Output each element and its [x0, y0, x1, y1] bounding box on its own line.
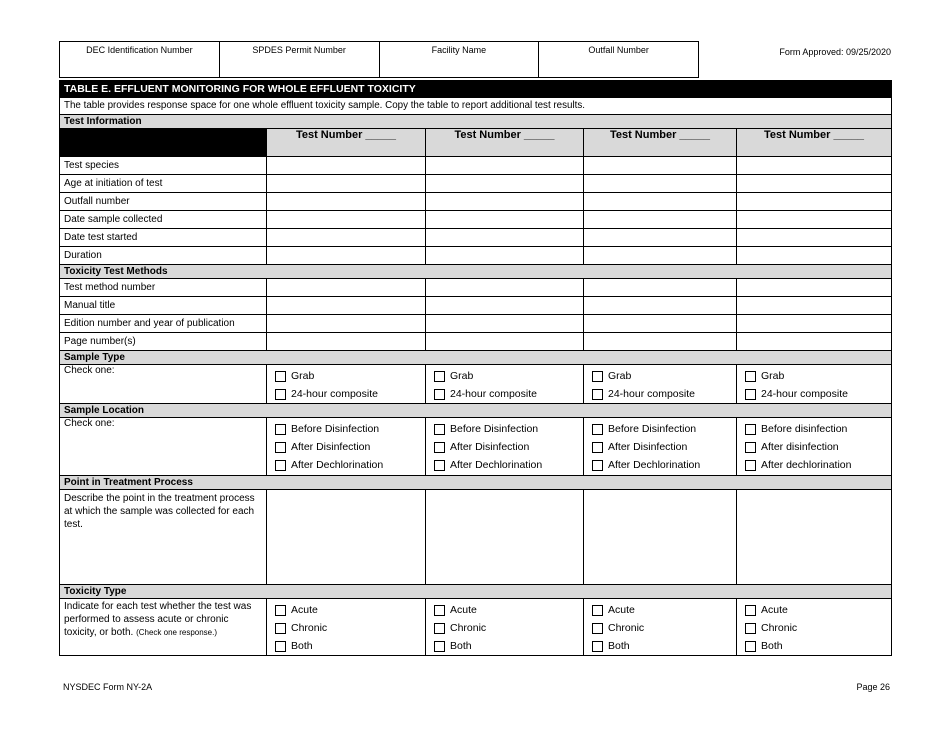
section-toxicity-type: Toxicity Type: [60, 585, 892, 599]
toxicity-type-options-4: [737, 599, 892, 656]
table-row: [60, 193, 892, 211]
input-cell[interactable]: [584, 229, 737, 247]
checkbox-before-disinfection[interactable]: [745, 424, 756, 435]
row-label: Date sample collected: [60, 211, 267, 229]
checkbox-after-dechlorination[interactable]: [434, 460, 445, 471]
option-label: Acute: [291, 604, 318, 616]
option-label: 24-hour composite: [608, 388, 695, 400]
checkbox-acute[interactable]: [592, 605, 603, 616]
facility-name-field[interactable]: [380, 42, 540, 77]
input-cell[interactable]: [737, 229, 892, 247]
table-row: [60, 247, 892, 265]
test-number-2[interactable]: Test Number _____: [426, 129, 584, 157]
table-row: [60, 229, 892, 247]
option-label: Grab: [291, 370, 315, 382]
row-label: Check one:: [60, 365, 267, 404]
option-label: Chronic: [450, 622, 487, 634]
input-cell[interactable]: [584, 315, 737, 333]
input-cell[interactable]: [737, 315, 892, 333]
input-cell[interactable]: [267, 315, 426, 333]
checkbox-grab[interactable]: [592, 371, 603, 382]
input-cell[interactable]: [426, 247, 584, 265]
input-cell[interactable]: [737, 175, 892, 193]
checkbox-both[interactable]: [275, 641, 286, 652]
row-label: Edition number and year of publication: [60, 315, 267, 333]
input-cell[interactable]: [267, 175, 426, 193]
option-label: Chronic: [291, 622, 328, 634]
section-sample-type: Sample Type: [60, 351, 892, 365]
spdes-permit-field[interactable]: [220, 42, 380, 77]
input-cell[interactable]: [737, 211, 892, 229]
checkbox-after-dechlorination[interactable]: [592, 460, 603, 471]
checkbox-24-hour-composite[interactable]: [275, 389, 286, 400]
option-label: Acute: [450, 604, 477, 616]
row-label: Test method number: [60, 279, 267, 297]
toxicity-type-options-1: [267, 599, 426, 656]
checkbox-after-dechlorination[interactable]: [745, 460, 756, 471]
option-label: Grab: [450, 370, 474, 382]
input-cell[interactable]: [584, 211, 737, 229]
sample-location-options-4: [737, 418, 892, 476]
option-label: After Disinfection: [450, 441, 530, 453]
row-label: Test species: [60, 157, 267, 175]
test-number-4[interactable]: Test Number _____: [737, 129, 892, 157]
checkbox-after-disinfection[interactable]: [592, 442, 603, 453]
row-label: Age at initiation of test: [60, 175, 267, 193]
input-cell[interactable]: [426, 279, 584, 297]
input-cell[interactable]: [737, 333, 892, 351]
input-cell[interactable]: [426, 157, 584, 175]
table-title-row: [60, 81, 892, 98]
checkbox-chronic[interactable]: [275, 623, 286, 634]
option-label: After dechlorination: [761, 459, 852, 471]
table-description: The table provides response space for one whole effluent toxicity sample. Copy the table to report additional test results.: [60, 98, 892, 115]
checkbox-both[interactable]: [434, 641, 445, 652]
checkbox-after-disinfection[interactable]: [745, 442, 756, 453]
input-cell[interactable]: [426, 193, 584, 211]
row-label: Page number(s): [60, 333, 267, 351]
input-cell[interactable]: [267, 297, 426, 315]
table-row: [60, 297, 892, 315]
test-number-row: [60, 129, 892, 157]
row-label: Manual title: [60, 297, 267, 315]
sample-location-options-3: [584, 418, 737, 476]
input-cell[interactable]: [584, 297, 737, 315]
row-label: [60, 599, 267, 656]
option-label: Grab: [761, 370, 785, 382]
row-label: Duration: [60, 247, 267, 265]
section-test-information: Test Information: [60, 115, 892, 129]
checkbox-acute[interactable]: [745, 605, 756, 616]
sample-location-row: [60, 418, 892, 476]
option-label: 24-hour composite: [450, 388, 537, 400]
table-description-row: [60, 98, 892, 115]
test-number-3[interactable]: Test Number _____: [584, 129, 737, 157]
sample-type-options-2: [426, 365, 584, 404]
option-label: Both: [608, 640, 630, 652]
input-cell[interactable]: [267, 247, 426, 265]
page-number: Page 26: [856, 682, 890, 692]
row-label: Check one:: [60, 418, 267, 476]
option-label: 24-hour composite: [291, 388, 378, 400]
row-label: Describe the point in the treatment process at which the sample was collected for each test.: [60, 490, 267, 585]
dec-id-field[interactable]: [60, 42, 220, 77]
option-label: Both: [450, 640, 472, 652]
checkbox-24-hour-composite[interactable]: [592, 389, 603, 400]
form-name: NYSDEC Form NY-2A: [63, 682, 153, 692]
spdes-permit-label: SPDES Permit Number: [252, 45, 346, 55]
checkbox-grab[interactable]: [275, 371, 286, 382]
sample-type-options-3: [584, 365, 737, 404]
toxicity-description: Indicate for each test whether the test was performed to assess acute or chronic toxicity, or both.: [64, 601, 252, 638]
input-cell[interactable]: [267, 490, 426, 585]
checkbox-both[interactable]: [745, 641, 756, 652]
option-label: After Disinfection: [291, 441, 371, 453]
checkbox-before-disinfection[interactable]: [592, 424, 603, 435]
test-number-1[interactable]: Test Number _____: [267, 129, 426, 157]
option-label: Chronic: [608, 622, 645, 634]
input-cell[interactable]: [267, 333, 426, 351]
option-label: After Dechlorination: [291, 459, 384, 471]
checkbox-acute[interactable]: [275, 605, 286, 616]
checkbox-after-disinfection[interactable]: [275, 442, 286, 453]
option-label: After disinfection: [761, 441, 839, 453]
table-row: [60, 175, 892, 193]
table-row: [60, 315, 892, 333]
section-toxicity-test-methods: Toxicity Test Methods: [60, 265, 892, 279]
option-label: Before Disinfection: [608, 423, 697, 435]
input-cell[interactable]: [267, 193, 426, 211]
section-sample-location: Sample Location: [60, 404, 892, 418]
sample-type-options-4: [737, 365, 892, 404]
option-label: Before Disinfection: [450, 423, 539, 435]
input-cell[interactable]: [737, 247, 892, 265]
form-approved-date: Form Approved: 09/25/2020: [779, 47, 891, 57]
input-cell[interactable]: [426, 211, 584, 229]
checkbox-24-hour-composite[interactable]: [434, 389, 445, 400]
input-cell[interactable]: [737, 157, 892, 175]
checkbox-after-disinfection[interactable]: [434, 442, 445, 453]
section-point-in-treatment: Point in Treatment Process: [60, 476, 892, 490]
input-cell[interactable]: [737, 279, 892, 297]
input-cell[interactable]: [737, 297, 892, 315]
checkbox-chronic[interactable]: [592, 623, 603, 634]
checkbox-grab[interactable]: [434, 371, 445, 382]
input-cell[interactable]: [426, 333, 584, 351]
checkbox-before-disinfection[interactable]: [275, 424, 286, 435]
point-in-treatment-row: [60, 490, 892, 585]
option-label: Acute: [761, 604, 788, 616]
input-cell[interactable]: [426, 297, 584, 315]
option-label: After Dechlorination: [608, 459, 701, 471]
table-title: TABLE E. EFFLUENT MONITORING FOR WHOLE EFFLUENT TOXICITY: [60, 81, 892, 98]
checkbox-before-disinfection[interactable]: [434, 424, 445, 435]
sample-type-row: [60, 365, 892, 404]
option-label: Before disinfection: [761, 423, 848, 435]
checkbox-after-dechlorination[interactable]: [275, 460, 286, 471]
option-label: 24-hour composite: [761, 388, 848, 400]
effluent-table: [59, 80, 892, 656]
outfall-number-field[interactable]: [539, 42, 698, 77]
table-row: [60, 333, 892, 351]
input-cell[interactable]: [584, 193, 737, 211]
option-label: After Disinfection: [608, 441, 688, 453]
option-label: Acute: [608, 604, 635, 616]
input-cell[interactable]: [426, 175, 584, 193]
input-cell[interactable]: [584, 157, 737, 175]
option-label: Before Disinfection: [291, 423, 380, 435]
table-row: [60, 279, 892, 297]
table-row: [60, 157, 892, 175]
toxicity-type-row: [60, 599, 892, 656]
input-cell[interactable]: [584, 490, 737, 585]
checkbox-acute[interactable]: [434, 605, 445, 616]
input-cell[interactable]: [737, 193, 892, 211]
row-label: Date test started: [60, 229, 267, 247]
input-cell[interactable]: [267, 279, 426, 297]
input-cell[interactable]: [584, 175, 737, 193]
toxicity-type-options-2: [426, 599, 584, 656]
option-label: Both: [761, 640, 783, 652]
checkbox-chronic[interactable]: [434, 623, 445, 634]
table-row: [60, 211, 892, 229]
header-id-grid: [59, 41, 699, 78]
input-cell[interactable]: [584, 279, 737, 297]
checkbox-24-hour-composite[interactable]: [745, 389, 756, 400]
input-cell[interactable]: [584, 333, 737, 351]
checkbox-grab[interactable]: [745, 371, 756, 382]
checkbox-both[interactable]: [592, 641, 603, 652]
sample-type-options-1: [267, 365, 426, 404]
input-cell[interactable]: [426, 229, 584, 247]
input-cell[interactable]: [267, 229, 426, 247]
outfall-number-label: Outfall Number: [588, 45, 649, 55]
input-cell[interactable]: [584, 247, 737, 265]
sample-location-options-1: [267, 418, 426, 476]
option-label: Grab: [608, 370, 632, 382]
facility-name-label: Facility Name: [431, 45, 487, 55]
option-label: Both: [291, 640, 313, 652]
input-cell[interactable]: [267, 211, 426, 229]
input-cell[interactable]: [426, 315, 584, 333]
input-cell[interactable]: [426, 490, 584, 585]
input-cell[interactable]: [737, 490, 892, 585]
toxicity-note: (Check one response.): [136, 628, 218, 637]
sample-location-options-2: [426, 418, 584, 476]
toxicity-type-options-3: [584, 599, 737, 656]
input-cell[interactable]: [267, 157, 426, 175]
test-number-blank: [60, 129, 267, 157]
row-label: Outfall number: [60, 193, 267, 211]
option-label: After Dechlorination: [450, 459, 543, 471]
checkbox-chronic[interactable]: [745, 623, 756, 634]
dec-id-label: DEC Identification Number: [86, 45, 193, 55]
option-label: Chronic: [761, 622, 798, 634]
